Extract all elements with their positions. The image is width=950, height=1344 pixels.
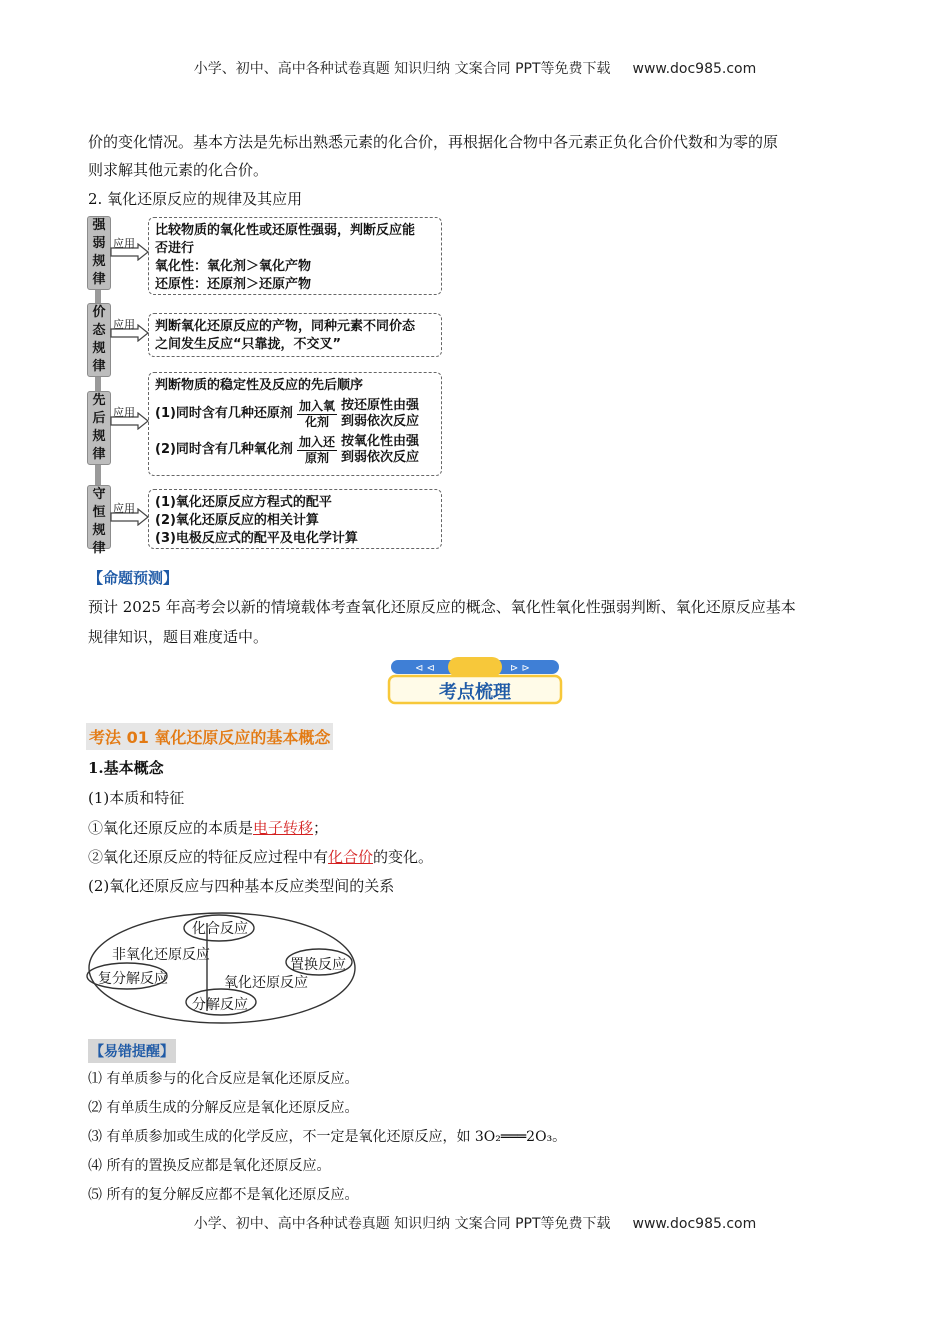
- venn-combination: 化合反应: [192, 921, 248, 937]
- arrow-label: 应用: [113, 237, 135, 250]
- prediction-heading: 【命题预测】: [88, 569, 179, 587]
- reaction-arrow: [297, 399, 337, 430]
- arrow-top-text: 加入氧: [298, 398, 335, 413]
- arrow-label: 应用: [113, 406, 135, 419]
- rule-label-conservation: 守恒规律: [87, 485, 111, 549]
- section-title: 考法 01 氧化还原反应的基本概念: [86, 723, 333, 750]
- arrow-bottom-text: 化剂: [304, 414, 329, 429]
- order-row-right-1: 按还原性由强: [340, 398, 419, 413]
- item-essence-key: 电子转移: [253, 819, 314, 837]
- venn-displacement: 置换反应: [290, 957, 346, 973]
- rule-label-order: 先后规律: [87, 391, 111, 465]
- prediction-line-2: 规律知识，题目难度适中。: [88, 628, 269, 646]
- intro-line-3: 2. 氧化还原反应的规律及其应用: [88, 190, 303, 208]
- tip-item: ⑴ 有单质参与的化合反应是氧化还原反应。: [88, 1071, 359, 1087]
- page-header: [0, 58, 950, 78]
- footer-url[interactable]: www.doc985.com: [632, 1216, 757, 1232]
- rule-line: (3)电极反应式的配平及电化学计算: [155, 531, 358, 546]
- tip-item: ⑶ 有单质参加或生成的化学反应，不一定是氧化还原反应，如 3O₂═══2O₃。: [88, 1129, 567, 1145]
- intro-line-2: 则求解其他元素的化合价。: [88, 161, 269, 179]
- item-essence: [88, 813, 328, 843]
- rule-label-strength: 强弱规律: [87, 216, 111, 290]
- header-text: 小学、初中、高中各种试卷真题 知识归纳 文案合同 PPT等免费下载: [193, 61, 611, 77]
- tips-heading: 【易错提醒】: [88, 1039, 176, 1063]
- svg-text:⊲ ⊲: ⊲ ⊲: [415, 663, 435, 674]
- section-sub-3: (2)氧化还原反应与四种基本反应类型间的关系: [88, 877, 395, 895]
- venn-redox: 氧化还原反应: [224, 975, 308, 991]
- arrow-label: 应用: [113, 318, 135, 331]
- rule-title: 判断物质的稳定性及反应的先后顺序: [155, 378, 364, 393]
- order-row-1: [155, 398, 435, 430]
- venn-double-decomposition: 复分解反应: [98, 971, 168, 987]
- tip-item: ⑸ 所有的复分解反应都不是氧化还原反应。: [88, 1187, 359, 1203]
- item-feature: [88, 842, 433, 872]
- page-footer: [0, 1213, 950, 1233]
- arrow-top-text: 加入还: [298, 434, 335, 449]
- rule-line: (2)氧化还原反应的相关计算: [155, 513, 319, 528]
- order-row-left: (2)同时含有几种氧化剂: [155, 442, 293, 457]
- order-row-right-2: 到弱依次反应: [340, 450, 419, 465]
- prediction-line-1: 预计 2025 年高考会以新的情境载体考查氧化还原反应的概念、氧化性氧化性强弱判断、氧化还原反应基本: [88, 598, 796, 616]
- reaction-arrow: [297, 435, 337, 466]
- tip-item: ⑵ 有单质生成的分解反应是氧化还原反应。: [88, 1100, 359, 1116]
- rule-line: 否进行: [155, 241, 195, 256]
- rule-label-valence: 价态规律: [87, 303, 111, 377]
- order-row-right-1: 按氧化性由强: [340, 434, 419, 449]
- section-sub-1: 1.基本概念: [88, 759, 164, 777]
- rule-line: (1)氧化还原反应方程式的配平: [155, 495, 332, 510]
- rule-box-order: [148, 372, 442, 476]
- arrow-label: 应用: [113, 502, 135, 515]
- order-row-2: [155, 434, 435, 466]
- section-sub-2: (1)本质和特征: [88, 789, 185, 807]
- item-feature-pre: ②氧化还原反应的特征反应过程中有: [88, 848, 329, 866]
- rule-line: 判断氧化还原反应的产物，同种元素不同价态: [155, 319, 416, 334]
- rule-box-strength: [148, 217, 442, 295]
- rule-line: 氧化性：氧化剂＞氧化产物: [155, 259, 312, 274]
- item-feature-post: 的变化。: [373, 848, 434, 866]
- order-row-right: [341, 434, 419, 466]
- footer-text: 小学、初中、高中各种试卷真题 知识归纳 文案合同 PPT等免费下载: [193, 1216, 611, 1232]
- order-row-left: (1)同时含有几种还原剂: [155, 406, 293, 421]
- banner-text: 考点梳理: [439, 682, 511, 703]
- order-row-right: [341, 398, 419, 430]
- rule-line: 还原性：还原剂＞还原产物: [155, 277, 312, 292]
- item-feature-key: 化合价: [328, 848, 374, 866]
- svg-text:⊳ ⊳: ⊳ ⊳: [510, 663, 530, 674]
- rule-line: 之间发生反应“只靠拢，不交叉”: [155, 337, 342, 352]
- item-essence-pre: ①氧化还原反应的本质是: [88, 819, 254, 837]
- rule-line: 比较物质的氧化性或还原性强弱，判断反应能: [155, 223, 416, 238]
- item-essence-post: ；: [313, 819, 329, 837]
- rule-box-valence: [148, 313, 442, 357]
- order-row-right-2: 到弱依次反应: [340, 414, 419, 429]
- venn-decomposition: 分解反应: [192, 997, 248, 1013]
- tip-item: ⑷ 所有的置换反应都是氧化还原反应。: [88, 1158, 331, 1174]
- arrow-bottom-text: 原剂: [304, 450, 329, 465]
- intro-line-1: 价的变化情况。基本方法是先标出熟悉元素的化合价，再根据化合物中各元素正负化合价代数和为零的原: [88, 133, 779, 151]
- venn-non-redox: 非氧化还原反应: [112, 947, 210, 963]
- rule-box-conservation: [148, 489, 442, 549]
- header-url[interactable]: www.doc985.com: [632, 61, 757, 77]
